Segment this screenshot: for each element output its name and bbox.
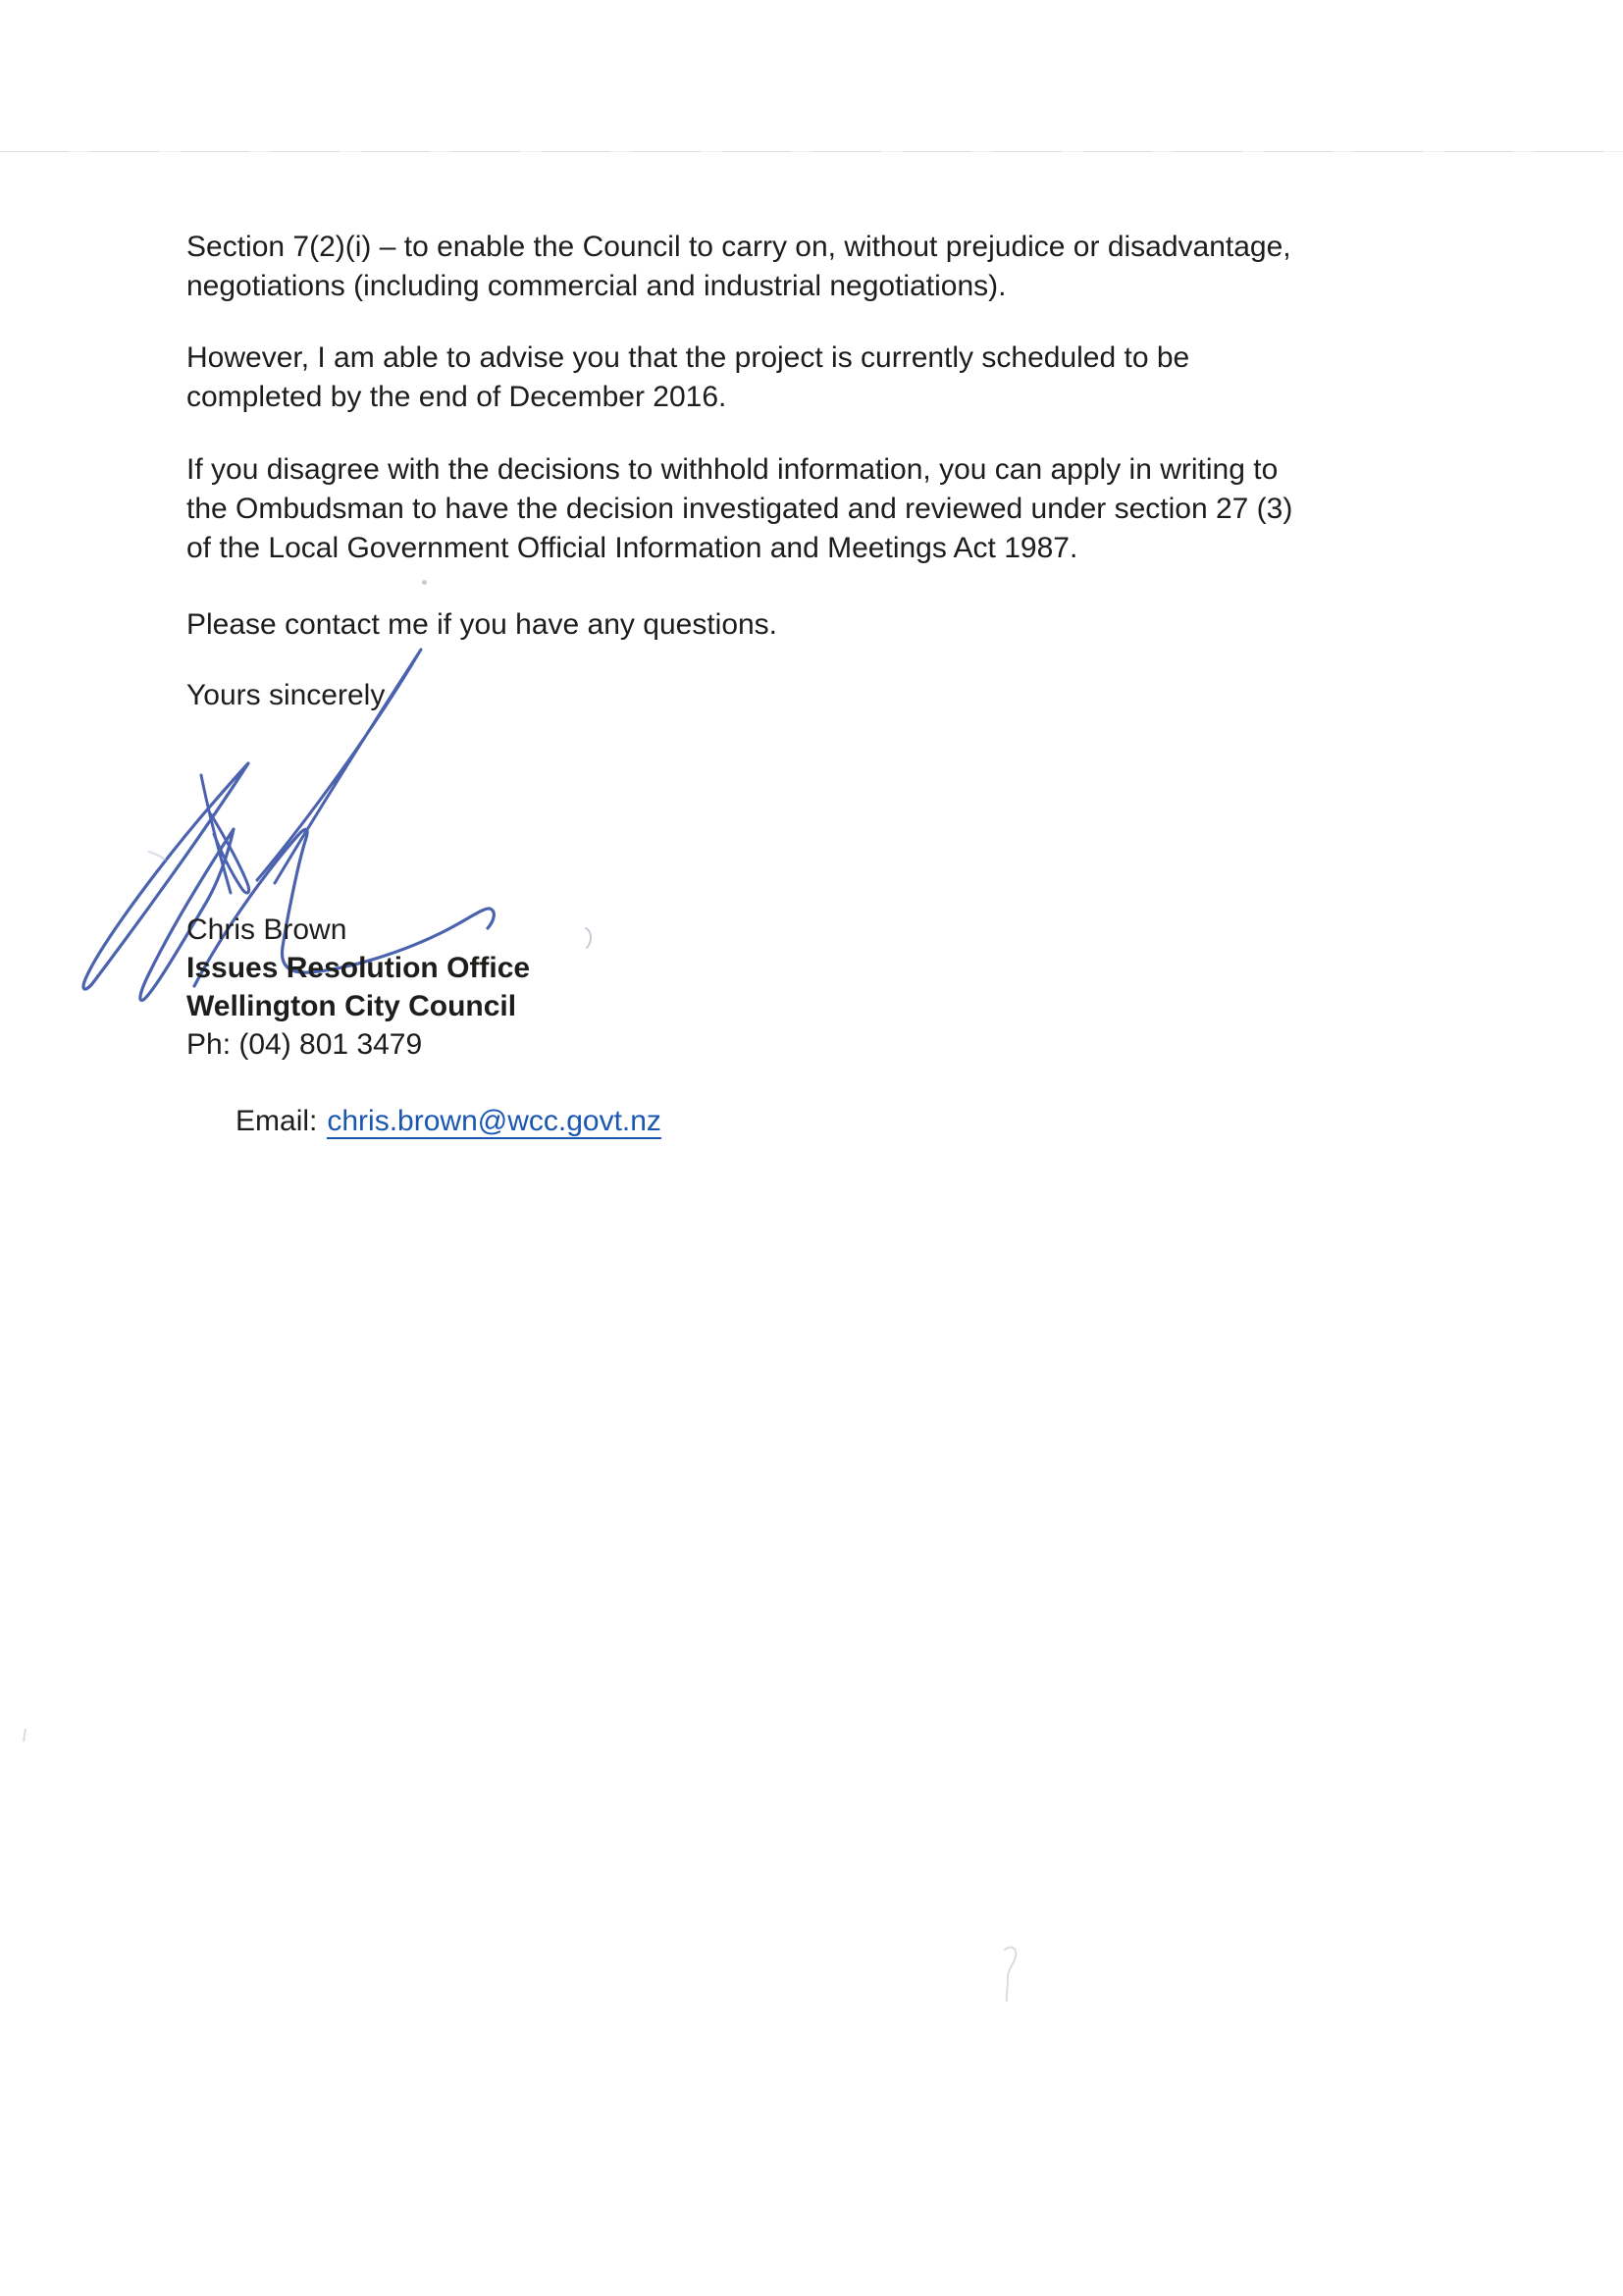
sender-email-line <box>186 1064 661 1178</box>
paragraph-line: completed by the end of December 2016. <box>186 381 727 413</box>
email-link[interactable]: chris.brown@wcc.govt.nz <box>327 1105 661 1137</box>
sender-name: Chris Brown <box>186 913 347 946</box>
sender-phone: Ph: (04) 801 3479 <box>186 1028 423 1061</box>
paragraph-contact-invitation <box>186 605 777 645</box>
closing-salutation: Yours sincerely <box>186 679 386 711</box>
sender-signature-block <box>186 911 661 1178</box>
paragraph-line: However, I am able to advise you that the project is currently scheduled to be <box>186 341 1190 374</box>
sender-office: Issues Resolution Office <box>186 952 531 984</box>
paragraph-project-schedule <box>186 339 1189 417</box>
paragraph-line: of the Local Government Official Information and Meetings Act 1987. <box>186 532 1078 564</box>
scan-divider-line <box>0 151 1623 152</box>
sender-organization: Wellington City Council <box>186 990 517 1022</box>
email-label: Email: <box>236 1105 318 1137</box>
paragraph-line: Please contact me if you have any questions. <box>186 608 778 641</box>
paragraph-line: the Ombudsman to have the decision investigated and reviewed under section 27 (3) <box>186 493 1293 525</box>
signature-stroke-inner-loop <box>211 814 249 893</box>
paragraph-ombudsman-review <box>186 450 1292 568</box>
scan-artifact-dot <box>422 580 427 585</box>
scan-artifact-smudge <box>149 852 165 860</box>
paragraph-section-withholding <box>186 228 1291 306</box>
paragraph-line: If you disagree with the decisions to withhold information, you can apply in writing to <box>186 453 1279 486</box>
scan-artifact-tick <box>23 1729 26 1742</box>
signature-stroke-inner-line <box>201 775 231 893</box>
paragraph-line: negotiations (including commercial and industrial negotiations). <box>186 270 1007 302</box>
scan-artifact-squiggle <box>981 1938 1040 2016</box>
paragraph-line: Section 7(2)(i) – to enable the Council to carry on, without prejudice or disadvantage, <box>186 231 1291 263</box>
